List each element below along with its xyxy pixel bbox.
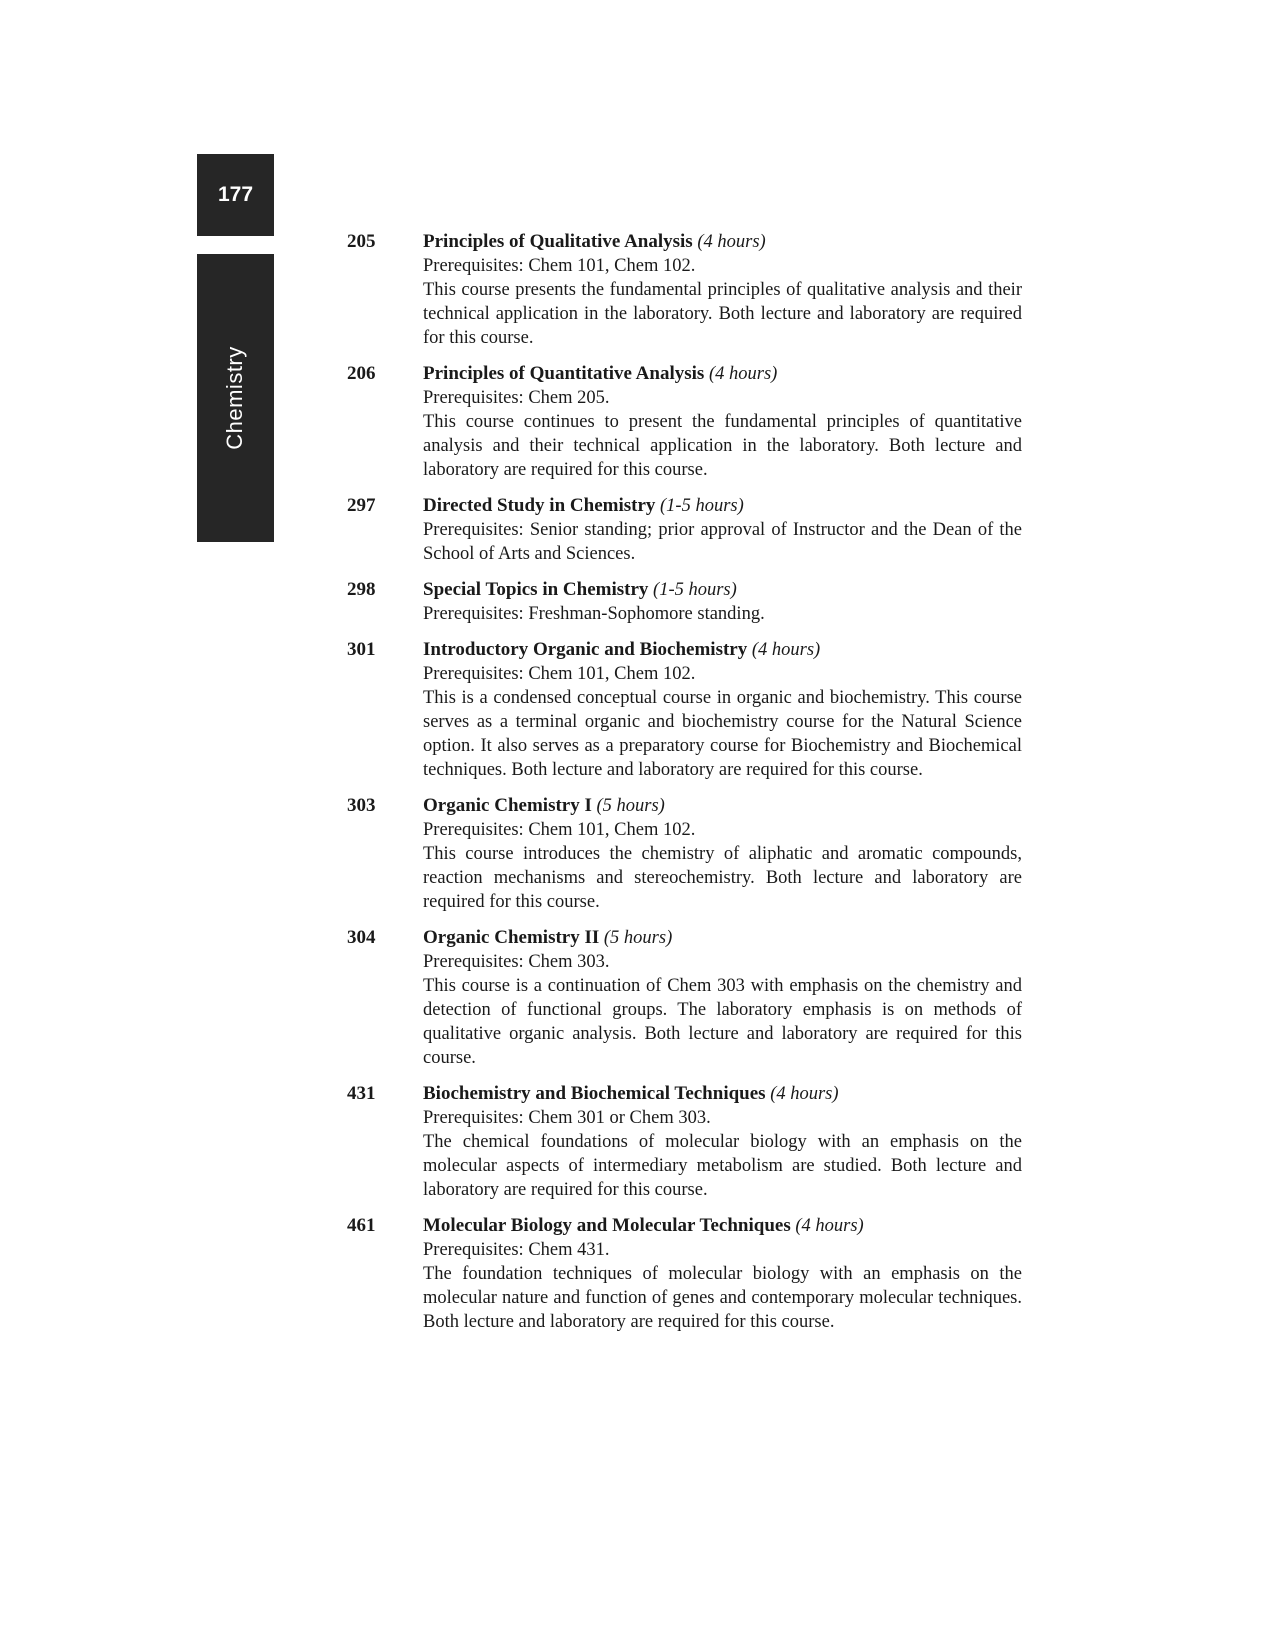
- page-number: 177: [217, 183, 254, 206]
- course-description: This course continues to present the fundamental principles of quantitative analysis and their technical application in the laboratory. Both lecture and laboratory are required for this course.: [423, 412, 1022, 480]
- course-prerequisites: Prerequisites: Chem 431.: [423, 1240, 610, 1260]
- course-description: This course is a continuation of Chem 303 with emphasis on the chemistry and detection of functional groups. The laboratory emphasis is on methods of qualitative organic analysis. Both lecture and laboratory are required for this course.: [423, 976, 1022, 1068]
- course-header: [423, 230, 1022, 254]
- course-number: 301: [347, 639, 376, 660]
- course-header: [423, 1082, 1022, 1106]
- course-body: [423, 494, 1022, 566]
- course-number: 431: [347, 1083, 376, 1104]
- course-hours: (5 hours): [596, 796, 665, 816]
- course-entry: [347, 230, 1022, 350]
- course-prerequisites: Prerequisites: Chem 303.: [423, 952, 610, 972]
- course-hours: (4 hours): [697, 232, 766, 252]
- course-hours: (4 hours): [751, 640, 821, 660]
- course-description: The foundation techniques of molecular biology with an emphasis on the molecular nature and function of genes and contemporary molecular techniques. Both lecture and laboratory are required for this course.: [423, 1264, 1022, 1332]
- course-prerequisites: Prerequisites: Chem 301 or Chem 303.: [423, 1108, 711, 1128]
- course-header: [423, 362, 1022, 386]
- course-title: Organic Chemistry II: [423, 927, 600, 948]
- course-prerequisites: Prerequisites: Chem 205.: [423, 388, 610, 408]
- course-entry: [347, 794, 1022, 914]
- course-body: [423, 638, 1022, 782]
- course-header: [423, 578, 1022, 602]
- course-body: [423, 926, 1022, 1070]
- course-hours: (5 hours): [603, 928, 673, 948]
- course-description: The chemical foundations of molecular biology with an emphasis on the molecular aspects of intermediary metabolism are studied. Both lecture and laboratory are required for this course.: [423, 1132, 1022, 1200]
- course-description: This course introduces the chemistry of aliphatic and aromatic compounds, reaction mechanisms and stereochemistry. Both lecture and laboratory are required for this course.: [423, 844, 1022, 912]
- course-header: [423, 794, 1022, 818]
- course-entry: [347, 1082, 1022, 1202]
- course-entry: [347, 578, 1022, 626]
- course-entry: [347, 926, 1022, 1070]
- course-number: 298: [347, 579, 376, 600]
- course-title: Principles of Qualitative Analysis: [423, 231, 693, 252]
- course-prerequisites: Prerequisites: Chem 101, Chem 102.: [423, 664, 696, 684]
- course-number: 205: [347, 231, 376, 252]
- course-description: This course presents the fundamental principles of qualitative analysis and their technical application in the laboratory. Both lecture and laboratory are required for this course.: [423, 280, 1022, 348]
- course-number: 461: [347, 1215, 376, 1236]
- course-body: [423, 794, 1022, 914]
- course-hours: (4 hours): [770, 1084, 839, 1104]
- course-title: Molecular Biology and Molecular Techniques: [423, 1215, 791, 1236]
- course-title: Biochemistry and Biochemical Techniques: [423, 1083, 766, 1104]
- course-hours: (4 hours): [708, 364, 778, 384]
- course-entry: [347, 494, 1022, 566]
- course-title: Introductory Organic and Biochemistry: [423, 639, 748, 660]
- course-body: [423, 1082, 1022, 1202]
- course-list: [347, 230, 1022, 1346]
- course-title: Directed Study in Chemistry: [423, 495, 656, 516]
- course-entry: [347, 638, 1022, 782]
- course-number: 304: [347, 927, 376, 948]
- course-body: [423, 230, 1022, 350]
- course-title: Principles of Quantitative Analysis: [423, 363, 705, 384]
- course-header: [423, 926, 1022, 950]
- section-title: Chemistry: [222, 346, 247, 450]
- course-prerequisites: Prerequisites: Freshman-Sophomore standing.: [423, 604, 765, 624]
- course-hours: (1-5 hours): [660, 496, 744, 516]
- course-number: 303: [347, 795, 376, 816]
- course-prerequisites: Prerequisites: Chem 101, Chem 102.: [423, 256, 696, 276]
- course-header: [423, 638, 1022, 662]
- course-hours: (1-5 hours): [653, 580, 737, 600]
- course-header: [423, 494, 1022, 518]
- course-number: 206: [347, 363, 376, 384]
- section-tab: [197, 254, 274, 542]
- course-hours: (4 hours): [795, 1216, 864, 1236]
- course-header: [423, 1214, 1022, 1238]
- course-body: [423, 578, 1022, 626]
- course-title: Organic Chemistry I: [423, 795, 592, 816]
- course-description: This is a condensed conceptual course in organic and biochemistry. This course serves as a terminal organic and biochemistry course for the Natural Science option. It also serves as a preparatory course for Biochemistry and Biochemical techniques. Both lecture and laboratory are required for this course.: [423, 688, 1022, 780]
- course-title: Special Topics in Chemistry: [423, 579, 649, 600]
- course-body: [423, 362, 1022, 482]
- course-body: [423, 1214, 1022, 1334]
- course-entry: [347, 362, 1022, 482]
- page-number-tab: [197, 154, 274, 236]
- course-prerequisites: Prerequisites: Chem 101, Chem 102.: [423, 820, 696, 840]
- course-number: 297: [347, 495, 376, 516]
- course-entry: [347, 1214, 1022, 1334]
- course-prerequisites: Prerequisites: Senior standing; prior approval of Instructor and the Dean of the School of Arts and Sciences.: [423, 520, 1022, 564]
